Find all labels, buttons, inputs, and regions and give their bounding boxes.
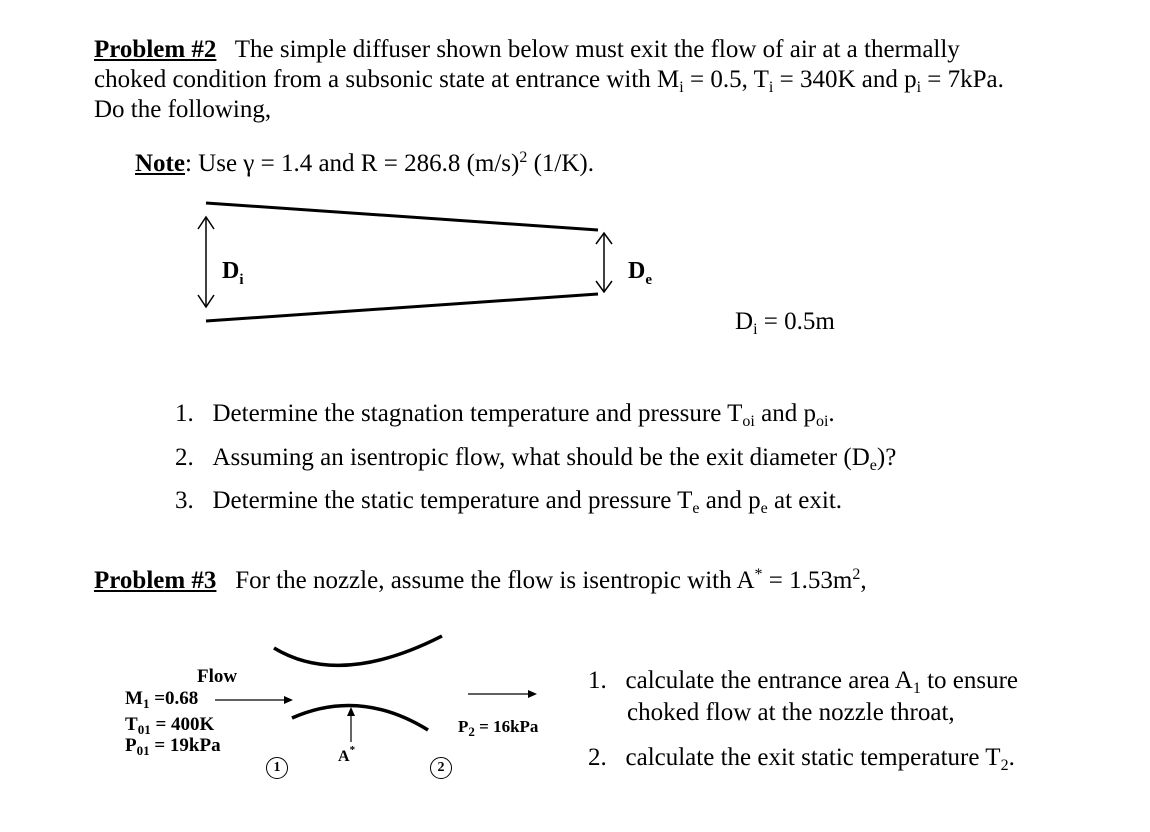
problem3-line: Problem #3 For the nozzle, assume the flow is isentropic with $A^* = 1.53m^2$, [94,566,867,594]
p01-label: $P_{01} = 19kPa$ [125,735,221,758]
station-2-marker: 2 [430,757,452,779]
problem3-heading: Problem #3 [94,567,217,594]
p3-item-1-line2: choked flow at the nozzle throat, [627,699,955,726]
di-dimension-arrow [198,217,214,307]
p3-item-1: 1. calculate the entrance area $A_1$ to ensure [588,667,1019,697]
de-dimension-arrow [596,233,612,292]
de-label: $D_e$ [628,258,653,288]
throat-arrow [347,707,355,742]
nozzle-upper-wall [274,636,442,665]
p2-item-3: 3. Determine the static temperature and pressure $T_e$ and $p_e$ at exit. [175,487,843,517]
di-label: $D_i$ [222,258,244,288]
problem2-line3: Do the following, [94,96,272,123]
flow-out-arrow [468,690,537,698]
p2-item-1: 1. Determine the stagnation temperature and pressure $T_{oi}$ and $p_{oi}$. [175,400,835,430]
station-1-marker: 1 [266,757,288,779]
diffuser-top-wall [206,203,598,230]
problem2-line1: Problem #2 The simple diffuser shown below must exit the flow of air at a thermally [94,36,960,63]
flow-in-arrow [215,696,293,704]
diffuser-bottom-wall [206,294,598,321]
p3-item-2: 2. calculate the exit static temperature $T_2$. [588,744,1015,774]
p2-label: $P_2 = 16kPa$ [458,717,539,739]
p2-item-2: 2. Assuming an isentropic flow, what should be the exit diameter $(D_e)$? [175,444,897,474]
note-label: Note [135,150,185,177]
problem2-line2: choked condition from a subsonic state at entrance with $M_i = 0.5$, $T_i = 340K$ and $p_i = 7kPa$. [94,66,1004,96]
problem2-heading: Problem #2 [94,36,217,63]
di-value: $D_i = 0.5m$ [735,308,835,338]
astar-label: A* [338,744,356,765]
m1-label: $M_1 =0.68$ [125,688,199,711]
flow-label: Flow [197,666,238,687]
t01-label: $T_{01} = 400K$ [125,714,215,737]
nozzle-lower-wall [292,706,428,731]
problem2-note: Note: Use γ = 1.4 and R = 286.8 $(m/s)^2$ (1/K). [135,149,595,177]
